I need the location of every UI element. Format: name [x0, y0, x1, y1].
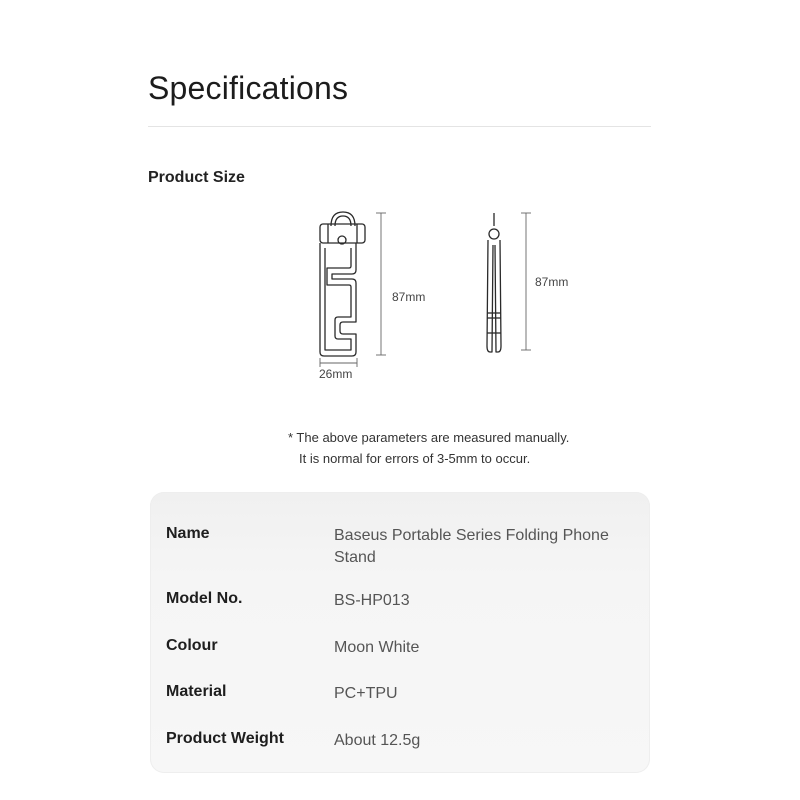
front-height-label: 87mm — [392, 290, 426, 304]
spec-value: BS-HP013 — [334, 592, 410, 609]
spec-value: About 12.5g — [334, 732, 421, 749]
side-view-illustration — [487, 213, 501, 352]
specifications-table — [150, 492, 650, 773]
note-line-2: It is normal for errors of 3-5mm to occur. — [299, 451, 531, 466]
front-view-illustration — [320, 212, 365, 356]
spec-label: Material — [166, 683, 227, 700]
spec-label: Product Weight — [166, 730, 284, 747]
front-height-dimension — [376, 213, 386, 355]
spec-value: Moon White — [334, 639, 420, 656]
front-width-dimension — [320, 358, 357, 367]
spec-label: Name — [166, 525, 210, 542]
side-height-label: 87mm — [535, 275, 569, 289]
spec-label: Model No. — [166, 590, 243, 607]
section-title-product-size: Product Size — [148, 169, 245, 186]
spec-value: Baseus Portable Series Folding Phone Stand — [334, 527, 609, 566]
note-line-1: * The above parameters are measured manually. — [288, 430, 570, 445]
side-height-dimension — [521, 213, 531, 350]
front-width-label: 26mm — [319, 367, 353, 381]
page-title: Specifications — [148, 70, 349, 106]
spec-label: Colour — [166, 637, 218, 654]
spec-value: PC+TPU — [334, 685, 398, 702]
